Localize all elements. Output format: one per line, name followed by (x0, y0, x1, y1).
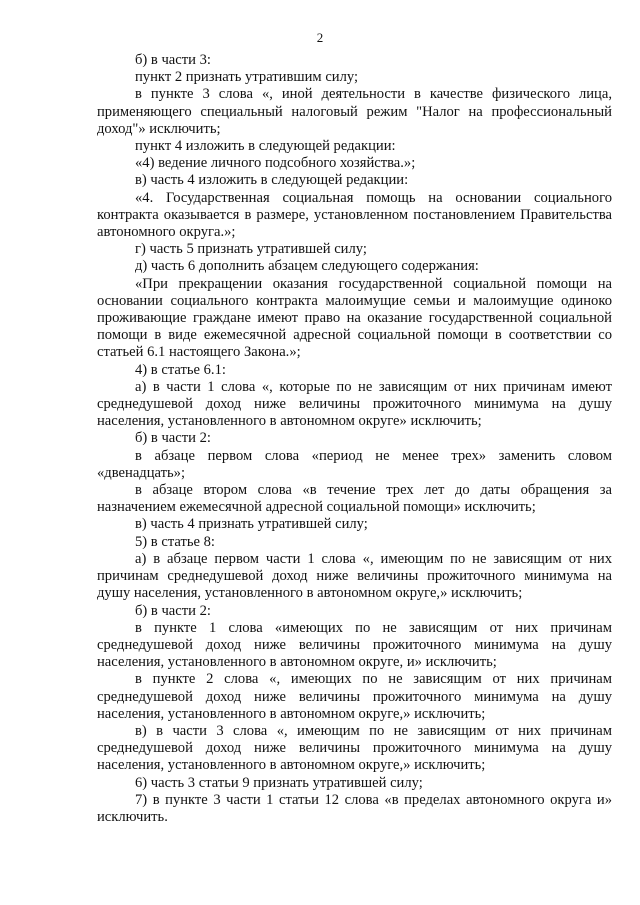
paragraph: 4) в статье 6.1: (135, 361, 226, 378)
paragraph: в пункте 3 слова «, иной деятельности в качестве физического лица, применяющего специальный налоговый режим "Налог на профессиональный доход"» исключить; (97, 86, 612, 137)
paragraph: «При прекращении оказания государственной социальной помощи на основании социального контракта малоимущие семьи и малоимущие одиноко проживающие граждане имеют право на оказание государственной социальной помощи в виде ежемесячной адресной социальной помощи в соответствии со статьей 6.1 настоящего Закона.»; (97, 275, 612, 361)
paragraph: д) часть 6 дополнить абзацем следующего содержания: (135, 258, 479, 275)
paragraph: в) часть 4 изложить в следующей редакции: (135, 172, 409, 189)
paragraph: 6) часть 3 статьи 9 признать утратившей силу; (135, 774, 423, 791)
paragraph: «4) ведение личного подсобного хозяйства.»; (135, 155, 416, 172)
paragraph: б) в части 3: (135, 52, 211, 68)
paragraph: в пункте 2 слова «, имеющих по не зависящим от них причинам среднедушевой доход ниже величины прожиточного минимума на душу населения, установленного в автономном округе,» исключить; (97, 671, 612, 722)
document-body (97, 52, 612, 826)
paragraph: в абзаце первом слова «период не менее трех» заменить словом «двенадцать»; (97, 447, 612, 481)
paragraph: в абзаце втором слова «в течение трех лет до даты обращения за назначением ежемесячной адресной социальной помощи» исключить; (97, 482, 612, 516)
paragraph: пункт 2 признать утратившим силу; (135, 69, 359, 86)
paragraph: пункт 4 изложить в следующей редакции: (135, 138, 396, 155)
paragraph: в пункте 1 слова «имеющих по не зависящим от них причинам среднедушевой доход ниже величины прожиточного минимума на душу населения, установленного в автономном округе, и» исключить; (97, 619, 612, 671)
paragraph: а) в абзаце первом части 1 слова «, имеющим по не зависящим от них причинам среднедушевой доход ниже величины прожиточного минимума на душу населения, установленного в автономном округе,» исключить; (97, 550, 612, 602)
paragraph: в) часть 4 признать утратившей силу; (135, 516, 368, 533)
paragraph: б) в части 2: (135, 602, 211, 619)
paragraph: б) в части 2: (135, 430, 211, 447)
paragraph: г) часть 5 признать утратившей силу; (135, 241, 367, 258)
paragraph: 7) в пункте 3 части 1 статьи 12 слова «в пределах автономного округа и» исключить. (97, 791, 612, 825)
paragraph: в) в части 3 слова «, имеющим по не зависящим от них причинам среднедушевой доход ниже величины прожиточного минимума на душу населения, установленного в автономном округе,» исключить; (97, 722, 612, 774)
paragraph: а) в части 1 слова «, которые по не зависящим от них причинам имеют среднедушевой доход ниже величины прожиточного минимума на душу населения, установленного в автономном округе» исключить; (97, 378, 612, 430)
page-number: 2 (316, 30, 324, 45)
paragraph: 5) в статье 8: (135, 533, 215, 550)
paragraph: «4. Государственная социальная помощь на основании социального контракта оказывается в размере, установленном постановлением Правительства автономного округа.»; (97, 189, 612, 241)
